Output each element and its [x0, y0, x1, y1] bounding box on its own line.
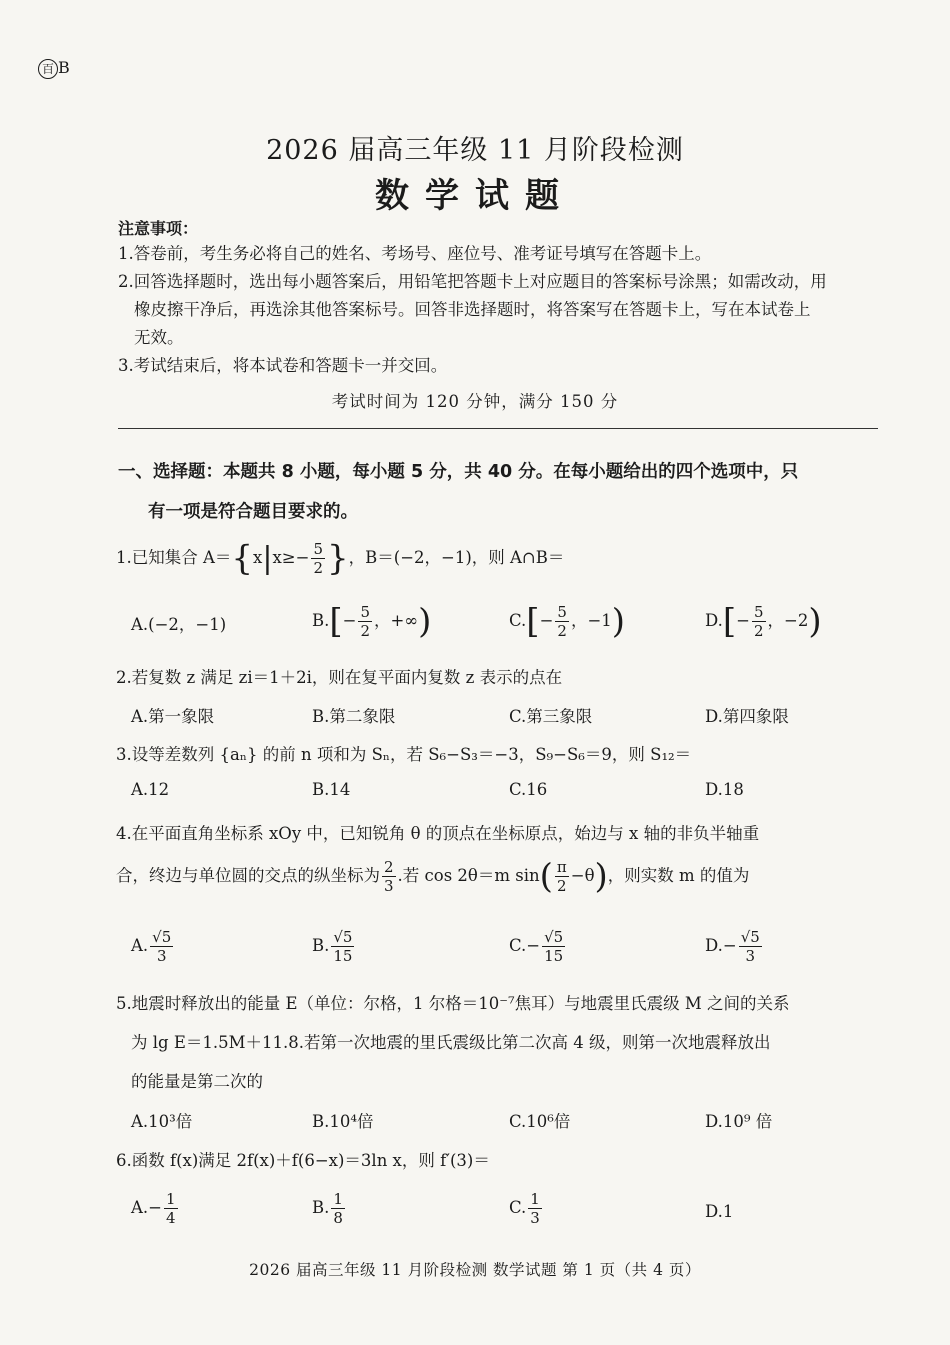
q4-paren-close: ) [594, 856, 608, 897]
q1-post: ，B＝(−2，−1)，则 A∩B＝ [348, 548, 565, 567]
q3-option-d: D.18 [705, 780, 744, 799]
q1-option-a: A.(−2，−1) [131, 615, 227, 634]
question-4-line2 [116, 858, 749, 895]
q3-option-a: A.12 [131, 780, 170, 799]
q4-option-a [131, 928, 175, 965]
q1-b-open: [ [329, 601, 343, 642]
q1-b-pre: B. [312, 611, 330, 630]
q5-option-b: B.10⁴倍 [312, 1112, 374, 1131]
section-heading-line2: 有一项是符合题目要求的。 [148, 502, 358, 522]
q4-option-b [312, 928, 356, 965]
notice-item-2: 2.回答选择题时，选出每小题答案后，用铅笔把答题卡上对应题目的答案标号涂黑；如需改动，用 [118, 272, 827, 291]
q4-f2-num: π [556, 858, 567, 876]
q3-option-c: C.16 [509, 780, 548, 799]
q5-option-d: D.10⁹ 倍 [705, 1112, 773, 1131]
question-5-line3: 的能量是第二次的 [131, 1072, 263, 1091]
question-6: 6.函数 f(x)满足 2f(x)＋f(6−x)＝3ln x，则 f′(3)＝ [116, 1151, 490, 1170]
q6-option-b [312, 1190, 347, 1227]
q4-f1-num: 2 [384, 858, 394, 876]
q1-d-den: 2 [753, 622, 764, 640]
q6-c-pre: C. [509, 1198, 527, 1217]
q4-frac-1 [382, 858, 396, 895]
notice-item-2-cont: 橡皮擦干净后，再选涂其他答案标号。回答非选择题时，将答案写在答题卡上，写在本试卷上 [134, 300, 811, 319]
q4-a-pre: A. [131, 936, 149, 955]
q1-d-pre: D. [705, 611, 723, 630]
q4-c-num: √5 [544, 928, 564, 946]
q1-fraction [311, 540, 325, 577]
q1-b-den: 2 [360, 622, 371, 640]
q1-b-num: 5 [360, 603, 371, 621]
q4-frac-2 [555, 858, 569, 895]
q4-a-den: 3 [156, 947, 167, 965]
question-5-line2: 为 lg E＝1.5M＋11.8.若第一次地震的里氏震级比第二次高 4 级，则第一次地震释放出 [131, 1033, 771, 1052]
q1-left-brace: { [231, 538, 254, 579]
q5-option-a: A.10³倍 [131, 1112, 193, 1131]
q4-c-pre: C.− [509, 936, 541, 955]
q4-d-pre: D.− [705, 936, 737, 955]
q1-d-close: ) [808, 601, 822, 642]
q6-a-pre: A.− [131, 1198, 162, 1217]
q1-right-brace: } [326, 538, 349, 579]
notice-heading: 注意事项： [118, 219, 199, 238]
q6-a-den: 4 [166, 1209, 176, 1227]
exam-title: 2026 届高三年级 11 月阶段检测 [266, 135, 684, 166]
q6-option-d: D.1 [705, 1202, 734, 1221]
circle-mark-icon: 百 [38, 59, 58, 79]
q4-d-den: 3 [745, 947, 756, 965]
q4-line2-post: ，则实数 m 的值为 [607, 866, 750, 885]
q1-d-open: [ [722, 601, 737, 642]
q4-c-den: 15 [544, 947, 564, 965]
page-footer: 2026 届高三年级 11 月阶段检测 数学试题 第 1 页（共 4 页） [249, 1261, 701, 1279]
q4-f1-den: 3 [384, 877, 394, 895]
q1-cond: x≥− [272, 548, 310, 567]
subject-title: 数学试题 [375, 176, 575, 216]
q2-option-d: D.第四象限 [705, 707, 789, 726]
notice-list [118, 240, 886, 380]
corner-letter: B [58, 58, 70, 77]
q4-f2-den: 2 [557, 877, 567, 895]
q1-b-post: ，+∞ [374, 611, 419, 630]
q6-b-num: 1 [333, 1190, 343, 1208]
q1-prefix: 1.已知集合 A＝ [116, 548, 232, 567]
q1-c-close: ) [611, 601, 626, 642]
q1-option-d: D.[− $\frac{5}{2}$ ，−2) [705, 601, 822, 642]
corner-mark [38, 58, 70, 79]
q4-b-frac [331, 928, 354, 965]
question-1 [116, 540, 564, 577]
q1-d-frac [752, 603, 766, 640]
section-heading-line1: 一、选择题：本题共 8 小题，每小题 5 分，共 40 分。在每小题给出的四个选项中，只 [118, 462, 799, 482]
q6-b-frac [331, 1190, 345, 1227]
q6-option-a [131, 1190, 180, 1227]
question-3: 3.设等差数列 {aₙ} 的前 n 项和为 Sₙ，若 S₆−S₃＝−3，S₉−S₆＝9，则 S₁₂＝ [116, 745, 692, 764]
q6-a-frac [164, 1190, 178, 1227]
q1-c-pre: C. [509, 611, 527, 630]
q1-c-post: ，−1 [570, 611, 612, 630]
q4-c-frac [542, 928, 565, 965]
question-4-line1: 4.在平面直角坐标系 xOy 中，已知锐角 θ 的顶点在坐标原点，始边与 x 轴的非负半轴重 [116, 824, 760, 843]
q1-c-den: 2 [557, 622, 567, 640]
q1-c-frac [555, 603, 569, 640]
q1-option-b: B.[− $\frac{5}{2}$ ，+∞) [312, 601, 432, 642]
q1-b-close: ) [418, 601, 432, 642]
exam-time: 考试时间为 120 分钟，满分 150 分 [331, 392, 619, 411]
q2-option-c: C.第三象限 [509, 707, 593, 726]
q4-b-num: √5 [333, 928, 353, 946]
q6-a-num: 1 [166, 1190, 176, 1208]
q6-c-frac [528, 1190, 542, 1227]
q1-set-var: x [253, 548, 263, 567]
q3-option-b: B.14 [312, 780, 351, 799]
q4-a-frac [150, 928, 173, 965]
q4-d-num: √5 [740, 928, 760, 946]
q6-b-pre: B. [312, 1198, 330, 1217]
notice-item-3: 3.考试结束后，将本试卷和答题卡一并交回。 [118, 356, 448, 375]
q4-option-c [509, 928, 567, 965]
question-5-line1: 5.地震时释放出的能量 E（单位：尔格，1 尔格＝10⁻⁷焦耳）与地震里氏震级 M 之间的关系 [116, 994, 790, 1013]
q1-c-open: [ [526, 601, 540, 642]
q1-c-num: 5 [557, 603, 567, 621]
q1-option-c: C.[− $\frac{5}{2}$ ，−1) [509, 601, 626, 642]
q4-line2-mid: .若 cos 2θ＝m sin [397, 866, 540, 885]
q6-b-den: 8 [333, 1209, 343, 1227]
q6-option-c [509, 1190, 544, 1227]
q1-b-frac [358, 603, 372, 640]
q4-b-den: 15 [333, 947, 353, 965]
notice-item-1: 1.答卷前，考生务必将自己的姓名、考场号、座位号、准考证号填写在答题卡上。 [118, 244, 712, 263]
q6-c-num: 1 [530, 1190, 540, 1208]
divider [118, 428, 878, 429]
q4-b-pre: B. [312, 936, 330, 955]
q5-option-c: C.10⁶倍 [509, 1112, 571, 1131]
q4-paren-open: ( [539, 856, 553, 897]
q2-option-a: A.第一象限 [131, 707, 215, 726]
q4-option-d [705, 928, 764, 965]
q4-line2-in: −θ [570, 866, 595, 885]
q4-line2-pre: 合，终边与单位圆的交点的纵坐标为 [116, 866, 380, 885]
q1-frac-den: 2 [313, 559, 323, 577]
q1-d-post: ，−2 [767, 611, 809, 630]
q6-c-den: 3 [530, 1209, 540, 1227]
section-heading [118, 452, 888, 532]
q1-frac-num: 5 [313, 540, 323, 558]
q1-set-bar: | [262, 541, 273, 576]
q4-d-frac [739, 928, 762, 965]
question-2: 2.若复数 z 满足 zi＝1＋2i，则在复平面内复数 z 表示的点在 [116, 668, 563, 687]
q1-d-num: 5 [753, 603, 764, 621]
q4-a-num: √5 [152, 928, 172, 946]
notice-item-2-end: 无效。 [134, 328, 184, 347]
q2-option-b: B.第二象限 [312, 707, 396, 726]
